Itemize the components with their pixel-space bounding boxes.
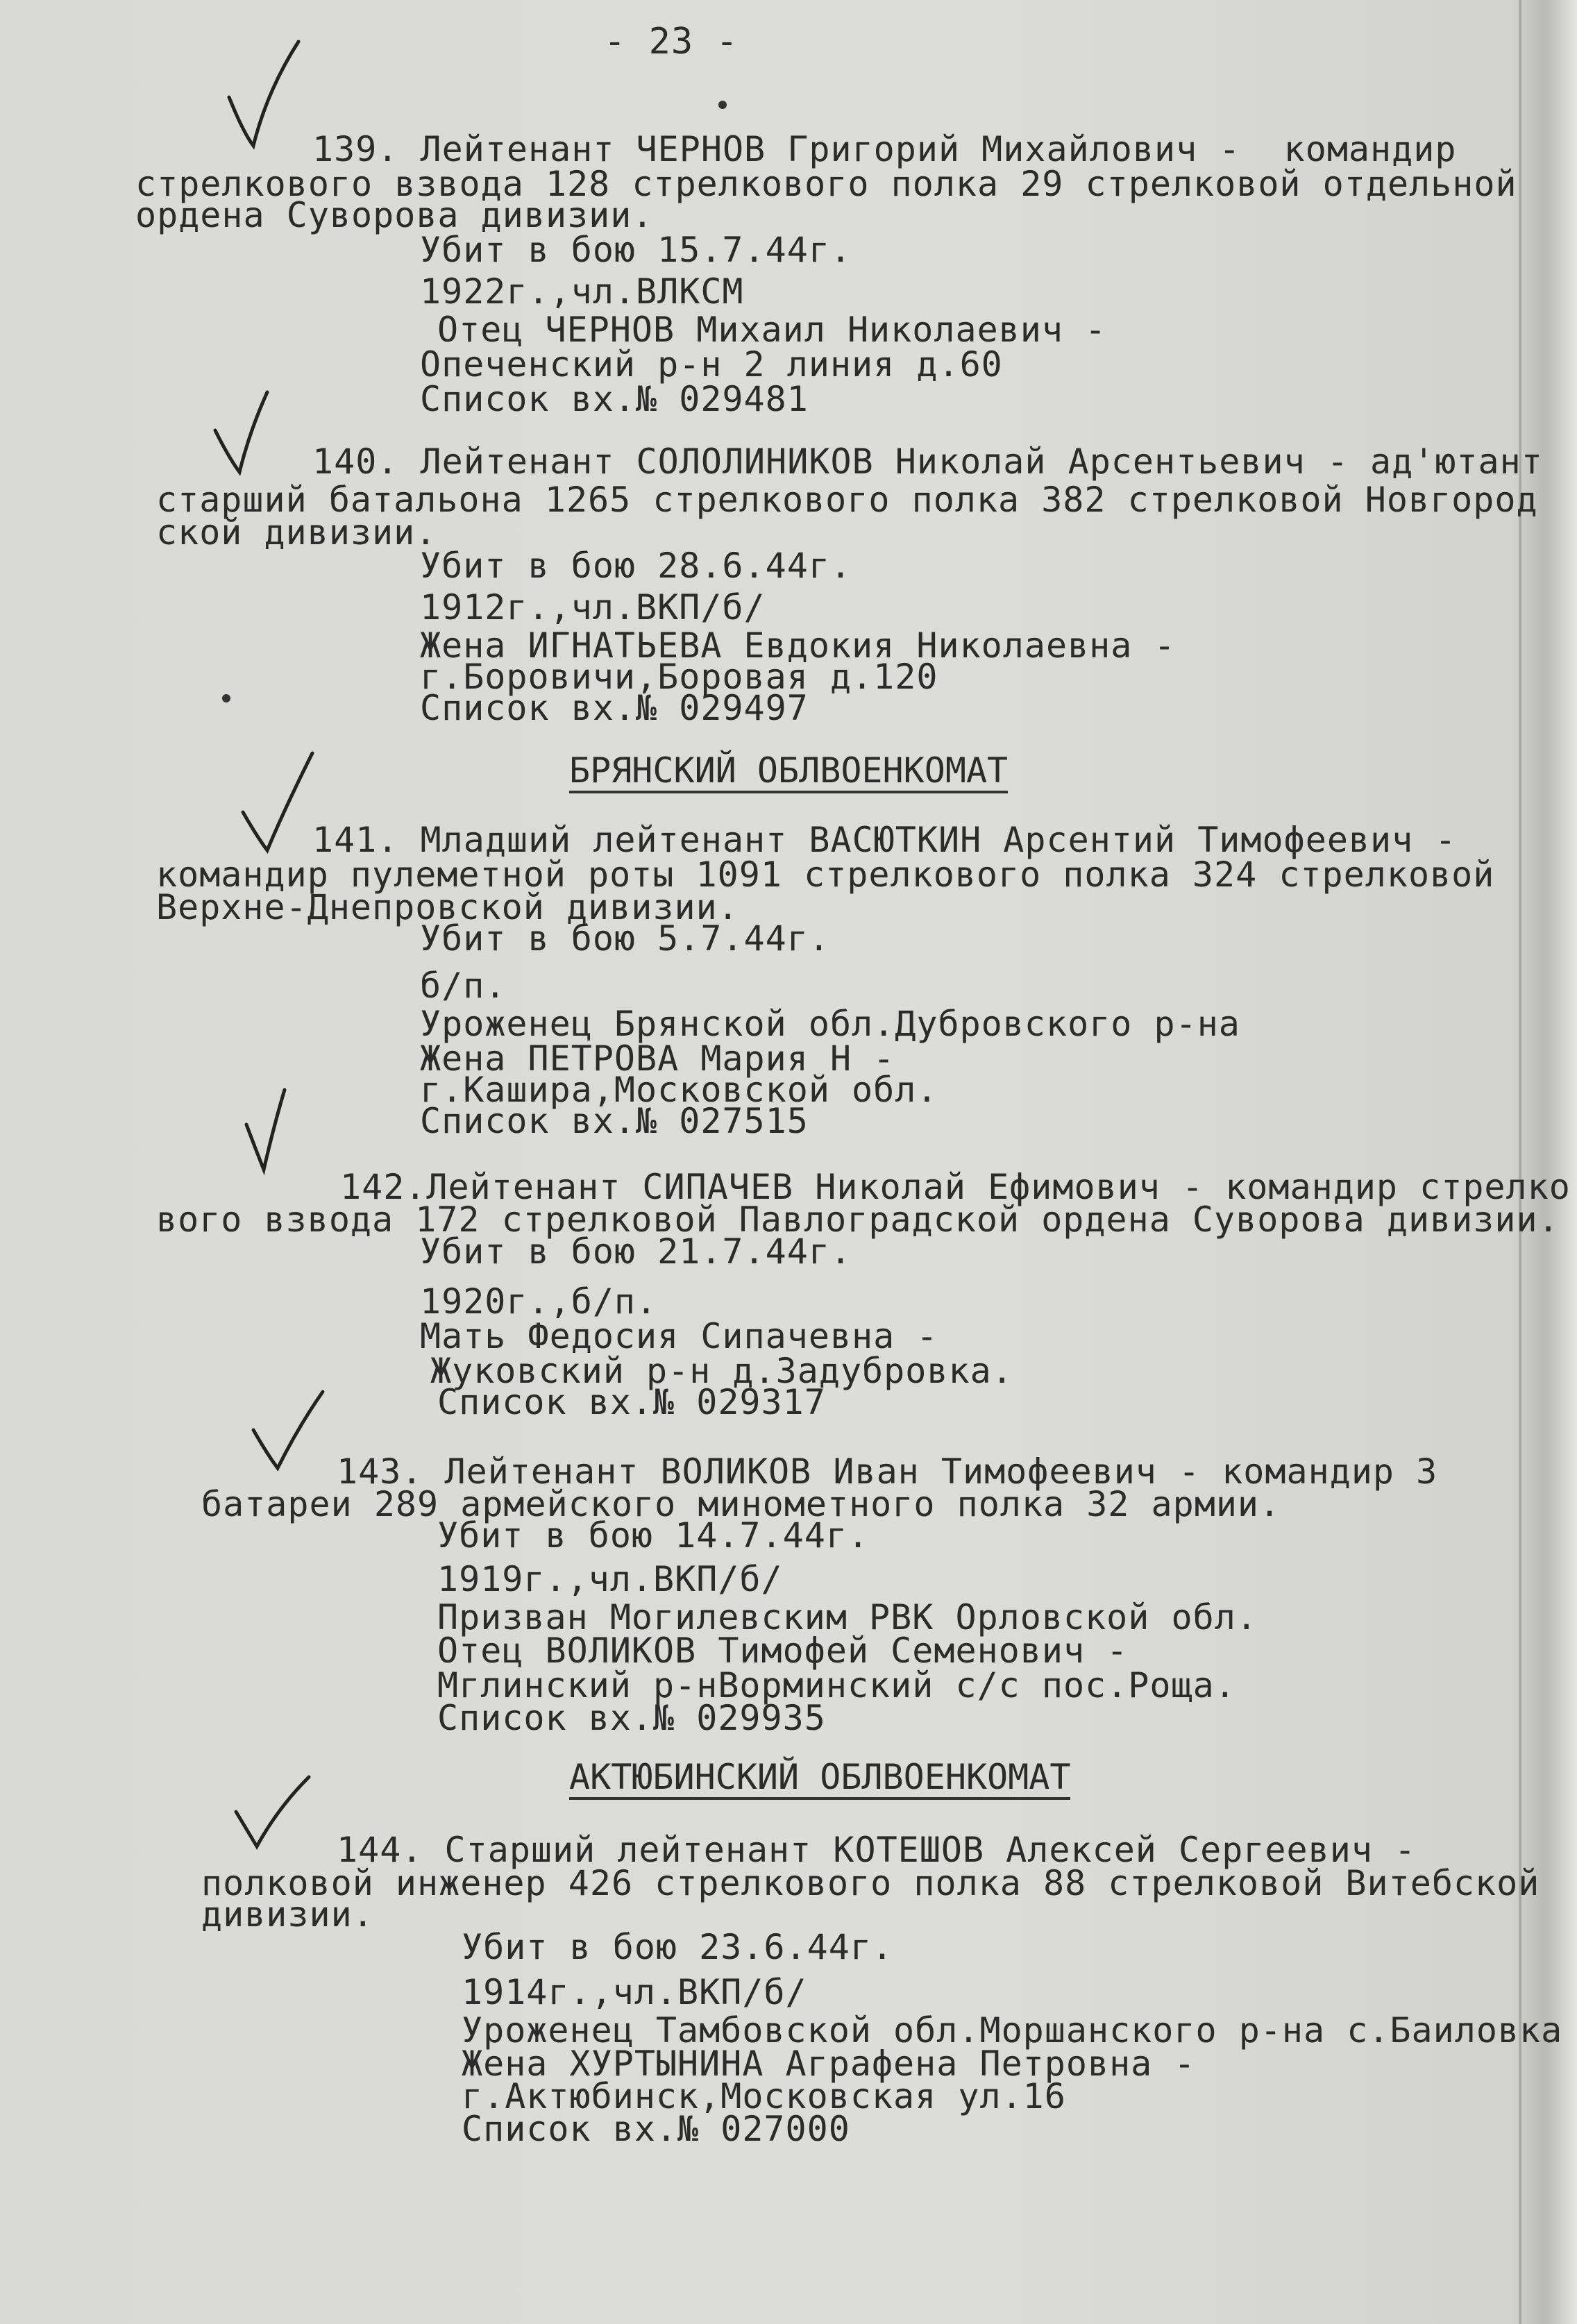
entry-141-line-6: Уроженец Брянской обл.Дубровского р-на bbox=[420, 1004, 1240, 1044]
section-heading-bryansk: БРЯНСКИЙ ОБЛВОЕНКОМАТ bbox=[569, 753, 1008, 793]
entry-142-line-4: 1920г.,б/п. bbox=[420, 1281, 658, 1322]
entry-144-line-3: дивизии. bbox=[201, 1894, 374, 1935]
entry-142-line-2: вого взвода 172 стрелковой Павлоградской ордена Суворова дивизии. bbox=[156, 1199, 1560, 1240]
entry-140-line-1: 140. Лейтенант СОЛОЛИНИКОВ Николай Арсентьевич - ад'ютант bbox=[312, 441, 1543, 482]
entry-144-line-1: 144. Старший лейтенант КОТЕШОВ Алексей Сергеевич - bbox=[337, 1830, 1417, 1870]
ink-dot bbox=[222, 694, 230, 702]
entry-144-line-2: полковой инженер 426 стрелкового полка 88 стрелковой Витебской bbox=[201, 1863, 1540, 1903]
entry-139-line-3: ордена Суворова дивизии. bbox=[135, 195, 654, 235]
entry-139-line-4: Убит в бою 15.7.44г. bbox=[420, 230, 852, 270]
entry-144-line-6: Уроженец Тамбовской обл.Моршанского р-на с.Баиловка bbox=[462, 2010, 1563, 2051]
entry-141-line-5: б/п. bbox=[420, 966, 507, 1006]
check-mark-icon bbox=[239, 1083, 330, 1201]
entry-140-line-3: ской дивизии. bbox=[156, 512, 437, 553]
check-mark-icon bbox=[222, 35, 312, 153]
page-number: - 23 - bbox=[604, 21, 739, 62]
entry-139-line-7: Опеченский р-н 2 линия д.60 bbox=[420, 344, 1003, 385]
entry-143-line-6: Отец ВОЛИКОВ Тимофей Семенович - bbox=[437, 1631, 1129, 1671]
entry-142-line-6: Жуковский р-н д.Задубровка. bbox=[430, 1351, 1013, 1391]
page-fold-edge bbox=[1519, 0, 1521, 2324]
entry-143-line-7: Мглинский р-нВорминский с/с пос.Роща. bbox=[437, 1665, 1236, 1706]
entry-144-line-7: Жена ХУРТЫНИНА Аграфена Петровна - bbox=[462, 2044, 1196, 2084]
ink-dot bbox=[718, 101, 727, 109]
entry-141-line-9: Список вх.№ 027515 bbox=[420, 1101, 809, 1141]
entry-144-line-8: г.Актюбинск,Московская ул.16 bbox=[462, 2076, 1066, 2116]
entry-142-line-7: Список вх.№ 029317 bbox=[437, 1382, 826, 1422]
entry-141-line-4: Убит в бою 5.7.44г. bbox=[420, 918, 830, 959]
entry-139-line-6: Отец ЧЕРНОВ Михаил Николаевич - bbox=[437, 310, 1107, 350]
entry-142-line-3: Убит в бою 21.7.44г. bbox=[420, 1231, 852, 1272]
entry-143-line-3: Убит в бою 14.7.44г. bbox=[437, 1515, 870, 1556]
entry-140-line-6: Жена ИГНАТЬЕВА Евдокия Николаевна - bbox=[420, 625, 1176, 666]
entry-142-line-1: 142.Лейтенант СИПАЧЕВ Николай Ефимович - командир стрелко bbox=[340, 1167, 1571, 1207]
entry-139-line-1: 139. Лейтенант ЧЕРНОВ Григорий Михайлович - командир bbox=[312, 129, 1457, 169]
entry-142-line-5: Мать Федосия Сипачевна - bbox=[420, 1316, 938, 1356]
entry-140-line-2: старший батальона 1265 стрелкового полка 382 стрелковой Новгород bbox=[156, 480, 1538, 520]
entry-140-line-7: г.Боровичи,Боровая д.120 bbox=[420, 657, 938, 697]
entry-141-line-1: 141. Младший лейтенант ВАСЮТКИН Арсентий Тимофеевич - bbox=[312, 820, 1457, 860]
entry-139-line-5: 1922г.,чл.ВЛКСМ bbox=[420, 271, 744, 312]
entry-144-line-5: 1914г.,чл.ВКП/б/ bbox=[462, 1972, 807, 2012]
entry-140-line-4: Убит в бою 28.6.44г. bbox=[420, 546, 852, 586]
entry-139-line-8: Список вх.№ 029481 bbox=[420, 379, 809, 419]
section-heading-aktyubinsk: АКТЮБИНСКИЙ ОБЛВОЕНКОМАТ bbox=[569, 1760, 1070, 1800]
entry-140-line-5: 1912г.,чл.ВКП/б/ bbox=[420, 587, 766, 628]
entry-144-line-9: Список вх.№ 027000 bbox=[462, 2109, 850, 2149]
entry-141-line-2: командир пулеметной роты 1091 стрелкового полка 324 стрелковой bbox=[156, 854, 1495, 895]
entry-143-line-1: 143. Лейтенант ВОЛИКОВ Иван Тимофеевич - командир 3 bbox=[337, 1451, 1438, 1492]
entry-143-line-5: Призван Могилевским РВК Орловской обл. bbox=[437, 1597, 1258, 1637]
entry-141-line-3: Верхне-Днепровской дивизии. bbox=[156, 887, 739, 927]
entry-139-line-2: стрелкового взвода 128 стрелкового полка 29 стрелковой отдельной bbox=[135, 164, 1517, 204]
entry-141-line-7: Жена ПЕТРОВА Мария Н - bbox=[420, 1038, 895, 1079]
entry-140-line-8: Список вх.№ 029497 bbox=[420, 688, 809, 728]
entry-141-line-8: г.Кашира,Московской обл. bbox=[420, 1070, 938, 1110]
entry-143-line-2: батареи 289 армейского минометного полка 32 армии. bbox=[201, 1484, 1281, 1524]
entry-143-line-4: 1919г.,чл.ВКП/б/ bbox=[437, 1559, 783, 1599]
entry-144-line-4: Убит в бою 23.6.44г. bbox=[462, 1927, 894, 1967]
entry-143-line-8: Список вх.№ 029935 bbox=[437, 1698, 826, 1738]
